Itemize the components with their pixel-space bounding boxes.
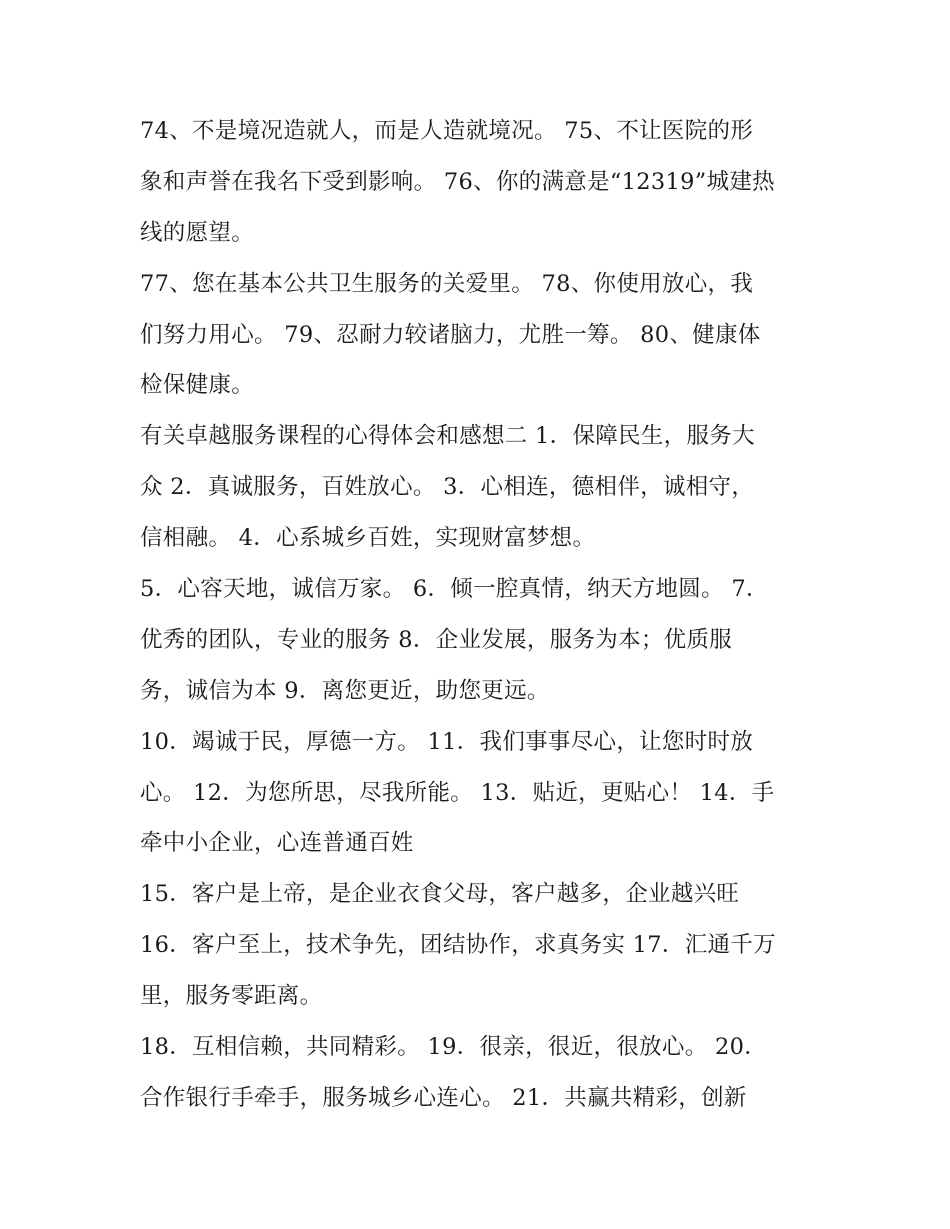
text-line: 18．互相信赖，共同精彩。 19．很亲，很近，很放心。 20． — [140, 1034, 767, 1061]
text-line: 74、不是境况造就人，而是人造就境况。 75、不让医院的形 — [140, 118, 754, 144]
text-line: 心。 12．为您所思，尽我所能。 13．贴近，更贴心！ 14．手 — [140, 779, 775, 806]
text-line: 77、您在基本公共卫生服务的关爱里。 78、你使用放心，我 — [140, 270, 754, 297]
text-line: 10．竭诚于民，厚德一方。 11．我们事事尽心，让您时时放 — [140, 728, 754, 755]
text-line: 有关卓越服务课程的心得体会和感想二 1．保障民生，服务大 — [140, 423, 755, 450]
text-line: 优秀的团队，专业的服务 8．企业发展，服务为本；优质服 — [140, 626, 733, 653]
text-line: 16．客户至上，技术争先，团结协作，求真务实 17．汇通千万 — [140, 932, 776, 959]
text-line: 线的愿望。 — [140, 219, 255, 246]
text-line: 信相融。 4．心系城乡百姓，实现财富梦想。 — [140, 525, 596, 552]
text-line: 们努力用心。 79、忍耐力较诸脑力，尤胜一筹。 80、健康体 — [140, 321, 761, 348]
text-line: 牵中小企业，心连普通百姓 — [140, 830, 414, 857]
text-line: 象和声誉在我名下受到影响。 76、你的满意是“12319”城建热 — [140, 168, 775, 195]
text-line: 众 2．真诚服务，百姓放心。 3．心相连，德相伴，诚相守， — [140, 474, 755, 501]
text-line: 15．客户是上帝，是企业衣食父母，客户越多，企业越兴旺 — [140, 881, 740, 908]
text-line: 5．心容天地，诚信万家。 6．倾一腔真情，纳天方地圆。 7． — [140, 576, 769, 603]
text-line: 务，诚信为本 9．离您更近，助您更远。 — [140, 677, 550, 704]
text-line: 里，服务零距离。 — [140, 983, 323, 1010]
text-line: 检保健康。 — [140, 372, 255, 399]
text-line: 合作银行手牵手，服务城乡心连心。 21．共赢共精彩，创新 — [140, 1084, 747, 1111]
document-body — [140, 106, 820, 1124]
